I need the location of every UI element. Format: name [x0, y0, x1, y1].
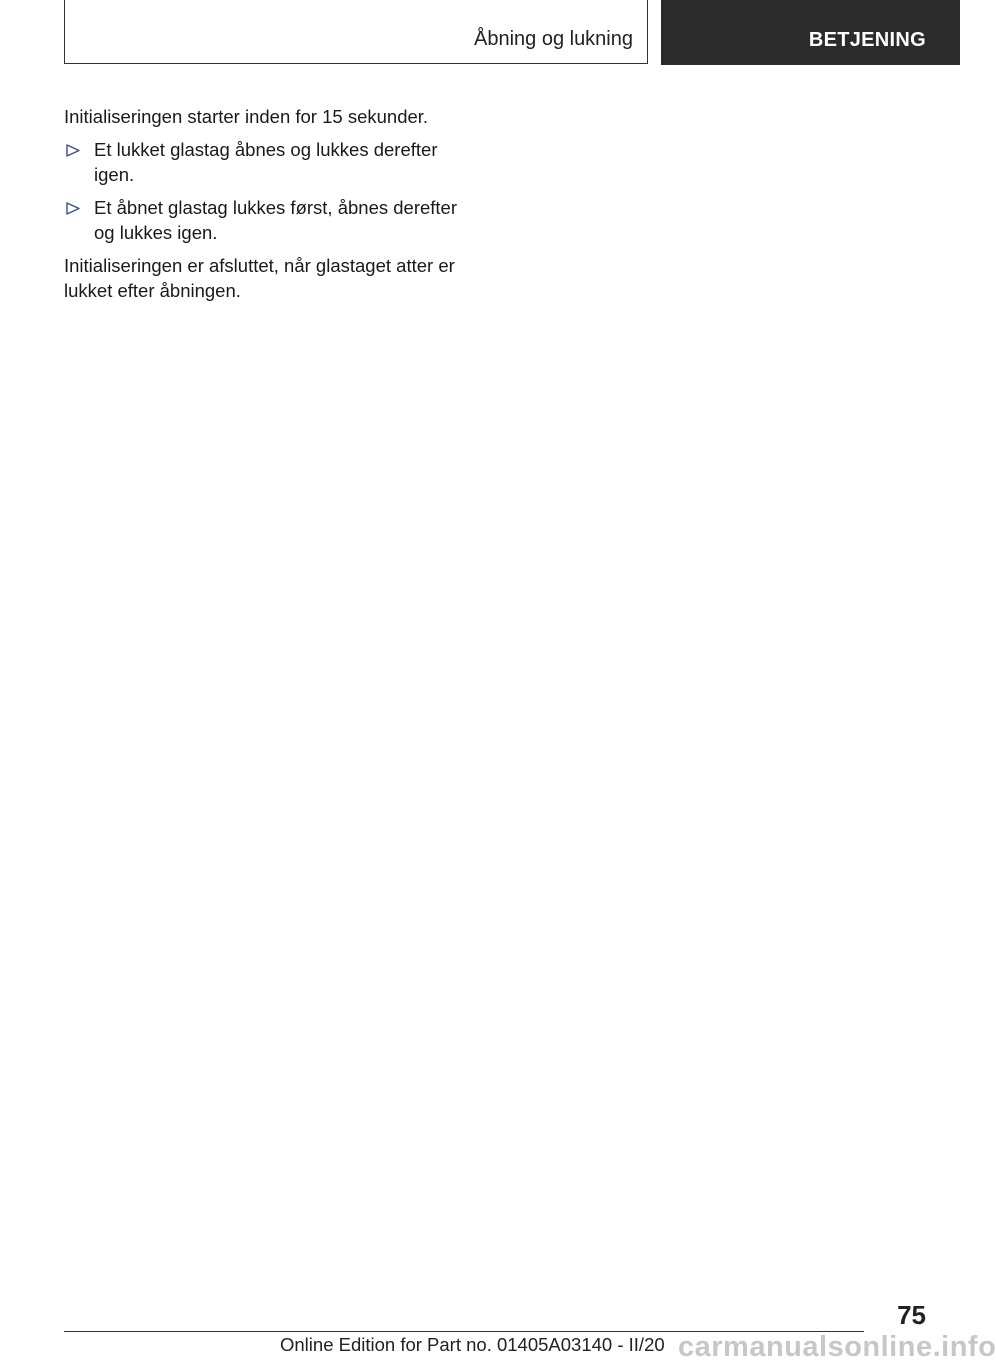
- main-content: [64, 104, 474, 311]
- intro-paragraph: Initialiseringen starter inden for 15 sekunder.: [64, 106, 429, 127]
- header-chapter-box: [64, 0, 648, 64]
- edition-text: Online Edition for Part no. 01405A03140 - II/20: [280, 1334, 665, 1355]
- header-section-tab: [661, 0, 960, 65]
- list-item: [64, 137, 474, 187]
- chapter-title: Åbning og lukning: [473, 28, 633, 50]
- triangle-bullet-icon: [64, 137, 82, 162]
- watermark: carmanualsonline.info: [678, 1331, 996, 1363]
- list-item: [64, 195, 474, 245]
- list-item-text: Et lukket glastag åbnes og lukkes derefter igen.: [94, 139, 438, 185]
- page-number: 75: [897, 1300, 926, 1330]
- section-label: BETJENING: [808, 29, 926, 51]
- triangle-bullet-icon: [64, 195, 82, 220]
- conclusion-paragraph: Initialiseringen er afsluttet, når glastaget atter er lukket efter åbningen.: [64, 255, 455, 301]
- list-item-text: Et åbnet glastag lukkes først, åbnes derefter og lukkes igen.: [94, 197, 457, 243]
